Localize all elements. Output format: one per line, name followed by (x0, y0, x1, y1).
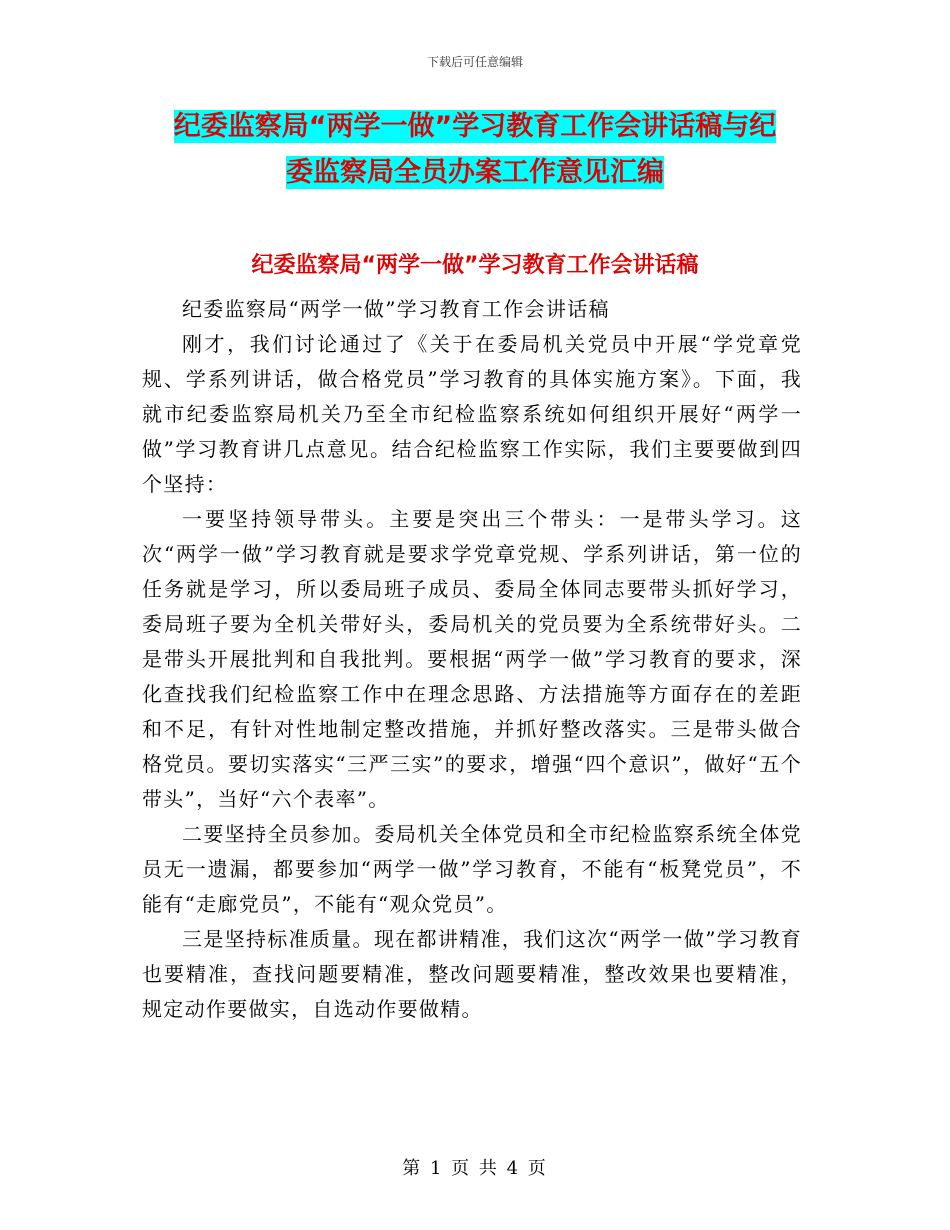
paragraph: 纪委监察局“两学一做”学习教育工作会讲话稿 (182, 297, 610, 321)
document-body (142, 292, 802, 1027)
paragraph: 三是坚持标准质量。现在都讲精准，我们这次“两学一做”学习教育也要精准，查找问题要精准，整改问题要精准，整改效果也要精准，规定动作要做实，自选动作要做精。 (142, 927, 802, 1021)
document-title (145, 104, 805, 196)
title-line-2: 委监察局全员办案工作意见汇编 (286, 157, 664, 188)
paragraph: 一要坚持领导带头。主要是突出三个带头：一是带头学习。这次“两学一做”学习教育就是要求学党章党规、学系列讲话，第一位的任务就是学习，所以委局班子成员、委局全体同志要带头抓好学习，委局班子要为全机关带好头，委局机关的党员要为全系统带好头。二是带头开展批判和自我批判。要根据“两学一做”学习教育的要求，深化查找我们纪检监察工作中在理念思路、方法措施等方面存在的差距和不足，有针对性地制定整改措施，并抓好整改落实。三是带头做合格党员。要切实落实“三严三实”的要求，增强“四个意识”，做好“五个带头”，当好“六个表率”。 (142, 507, 802, 811)
section-title: 纪委监察局“两学一做”学习教育工作会讲话稿 (251, 253, 699, 278)
paragraph: 二要坚持全员参加。委局机关全体党员和全市纪检监察系统全体党员无一遗漏，都要参加“两学一做”学习教育，不能有“板凳党员”，不能有“走廊党员”，不能有“观众党员”。 (142, 822, 802, 916)
page-number: 第 1 页 共 4 页 (402, 1158, 548, 1179)
header-note: 下载后可任意编辑 (426, 55, 523, 69)
title-line-1: 纪委监察局“两学一做”学习教育工作会讲话稿与纪 (173, 111, 777, 142)
paragraph: 刚才，我们讨论通过了《关于在委局机关党员中开展“学党章党规、学系列讲话，做合格党员”学习教育的具体实施方案》。下面，我就市纪委监察局机关乃至全市纪检监察系统如何组织开展好“两学一做”学习教育讲几点意见。结合纪检监察工作实际，我们主要要做到四个坚持： (142, 332, 802, 496)
